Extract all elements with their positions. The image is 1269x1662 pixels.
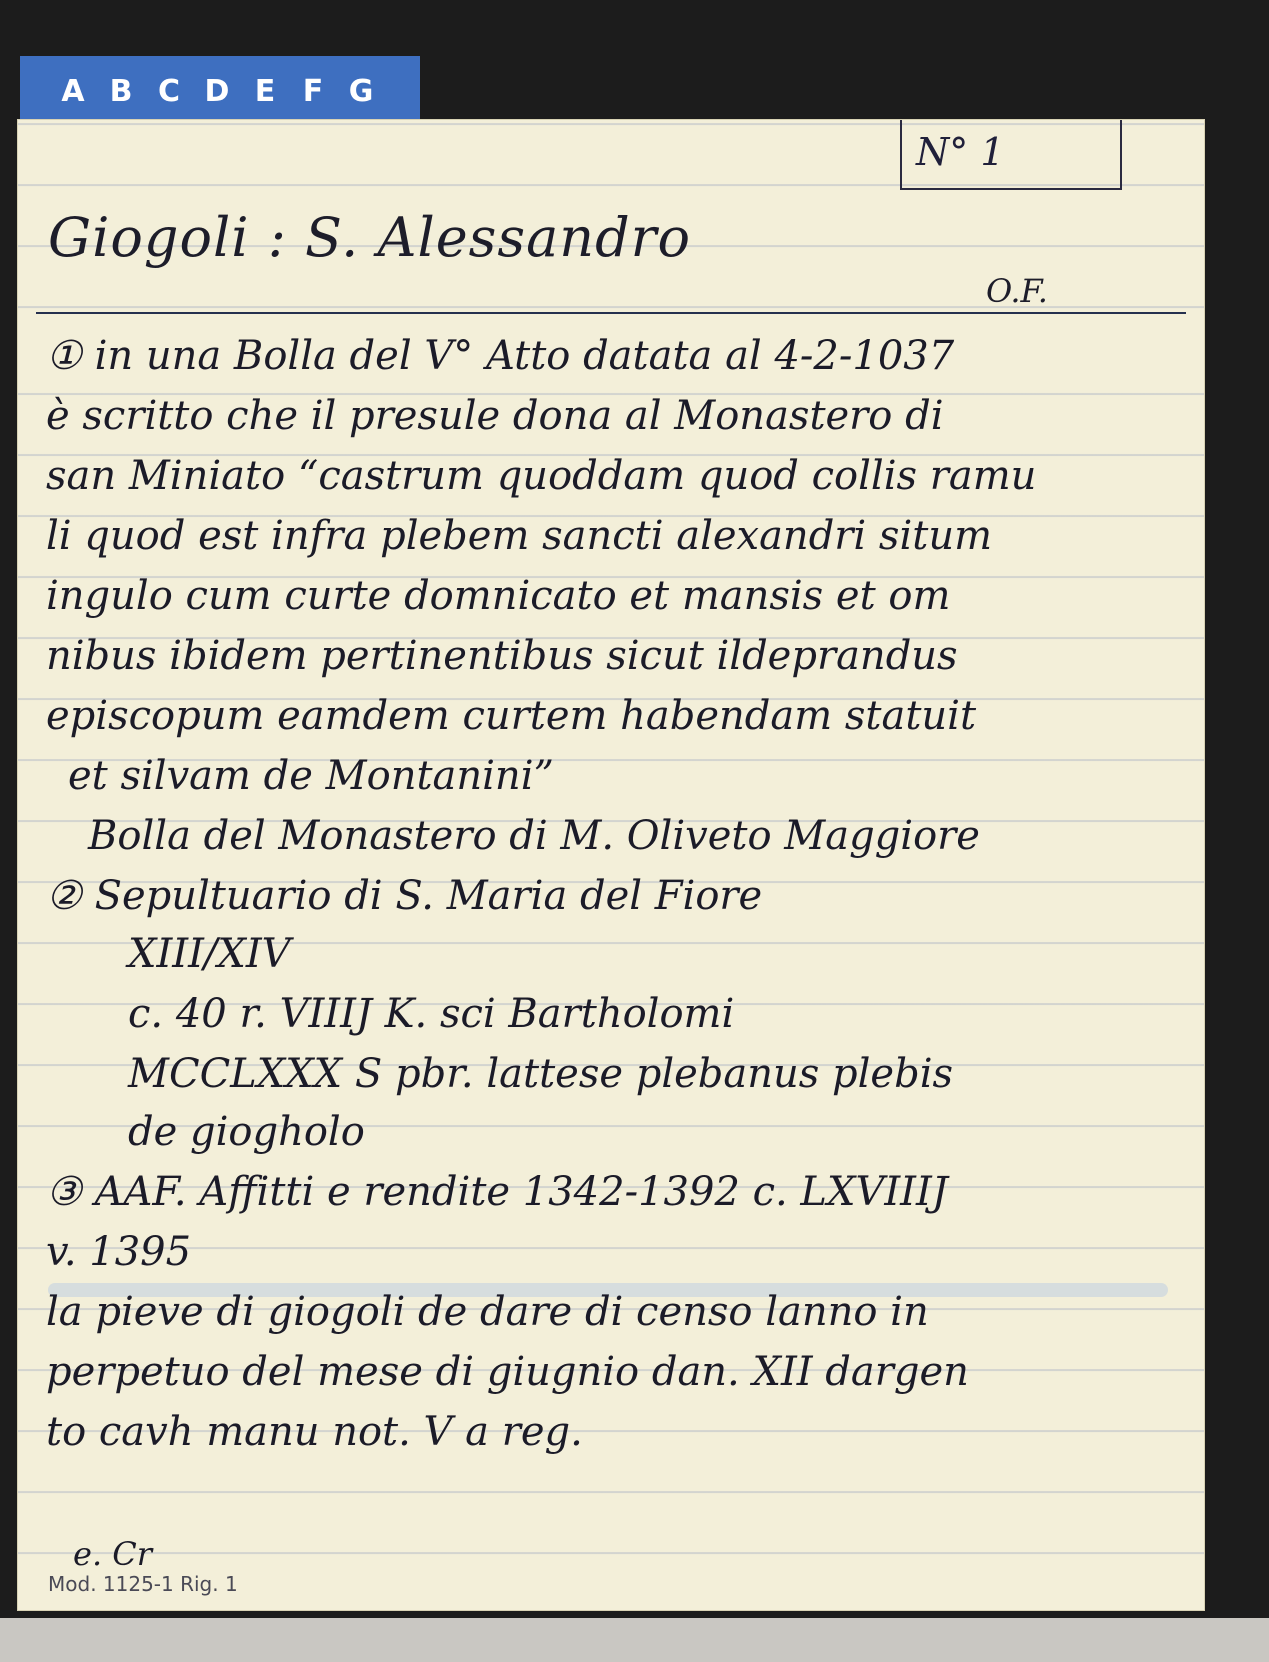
text-line: c. 40 r. VIIIJ K. sci Bartholomi [128, 991, 735, 1037]
text-line: to cavh manu not. V a reg. [46, 1409, 583, 1455]
author-initials: O.F. [986, 272, 1048, 310]
text-line: perpetuo del mese di giugnio dan. XII dargen [46, 1349, 969, 1395]
tab-letter-g: G [348, 73, 374, 109]
index-card [18, 120, 1204, 1610]
text-line: ③ AAF. Affitti e rendite 1342-1392 c. LXVIIIJ [46, 1169, 948, 1215]
tab-letter-a: A [61, 73, 85, 109]
text-line: li quod est infra plebem sancti alexandri situm [46, 513, 993, 559]
card-number-box: N° 1 [900, 120, 1122, 190]
tab-letter-d: D [204, 73, 230, 109]
form-model-label: Mod. 1125-1 Rig. 1 [48, 1572, 238, 1596]
text-line: XIII/XIV [128, 931, 291, 977]
text-line: ① in una Bolla del V° Atto datata al 4-2-1037 [46, 333, 955, 379]
tab-letter-e: E [254, 73, 276, 109]
tab-letter-c: C [157, 73, 181, 109]
margin-note: e. Cr [73, 1535, 153, 1573]
alphabet-tab [20, 56, 420, 126]
text-line: v. 1395 [46, 1229, 192, 1275]
text-line: MCCLXXX S pbr. lattese plebanus plebis [128, 1051, 954, 1097]
text-line: de giogholo [128, 1109, 365, 1155]
text-line: ② Sepultuario di S. Maria del Fiore [46, 873, 763, 919]
text-line: ingulo cum curte domnicato et mansis et om [46, 573, 951, 619]
text-line: è scritto che il presule dona al Monastero di [46, 393, 944, 439]
scan-background-strip [0, 1618, 1269, 1662]
text-line: nibus ibidem pertinentibus sicut ildeprandus [46, 633, 958, 679]
tab-letter-f: F [302, 73, 324, 109]
text-line: la pieve di giogoli de dare di censo lanno in [46, 1289, 929, 1335]
text-line: san Miniato “castrum quoddam quod collis ramu [46, 453, 1037, 499]
header-divider [36, 312, 1186, 314]
card-title: Giogoli : S. Alessandro [48, 206, 691, 269]
text-line: et silvam de Montanini” [68, 753, 554, 799]
tab-letter-b: B [109, 73, 133, 109]
source-line: Bolla del Monastero di M. Oliveto Maggiore [88, 813, 980, 859]
text-line: episcopum eamdem curtem habendam statuit [46, 693, 977, 739]
